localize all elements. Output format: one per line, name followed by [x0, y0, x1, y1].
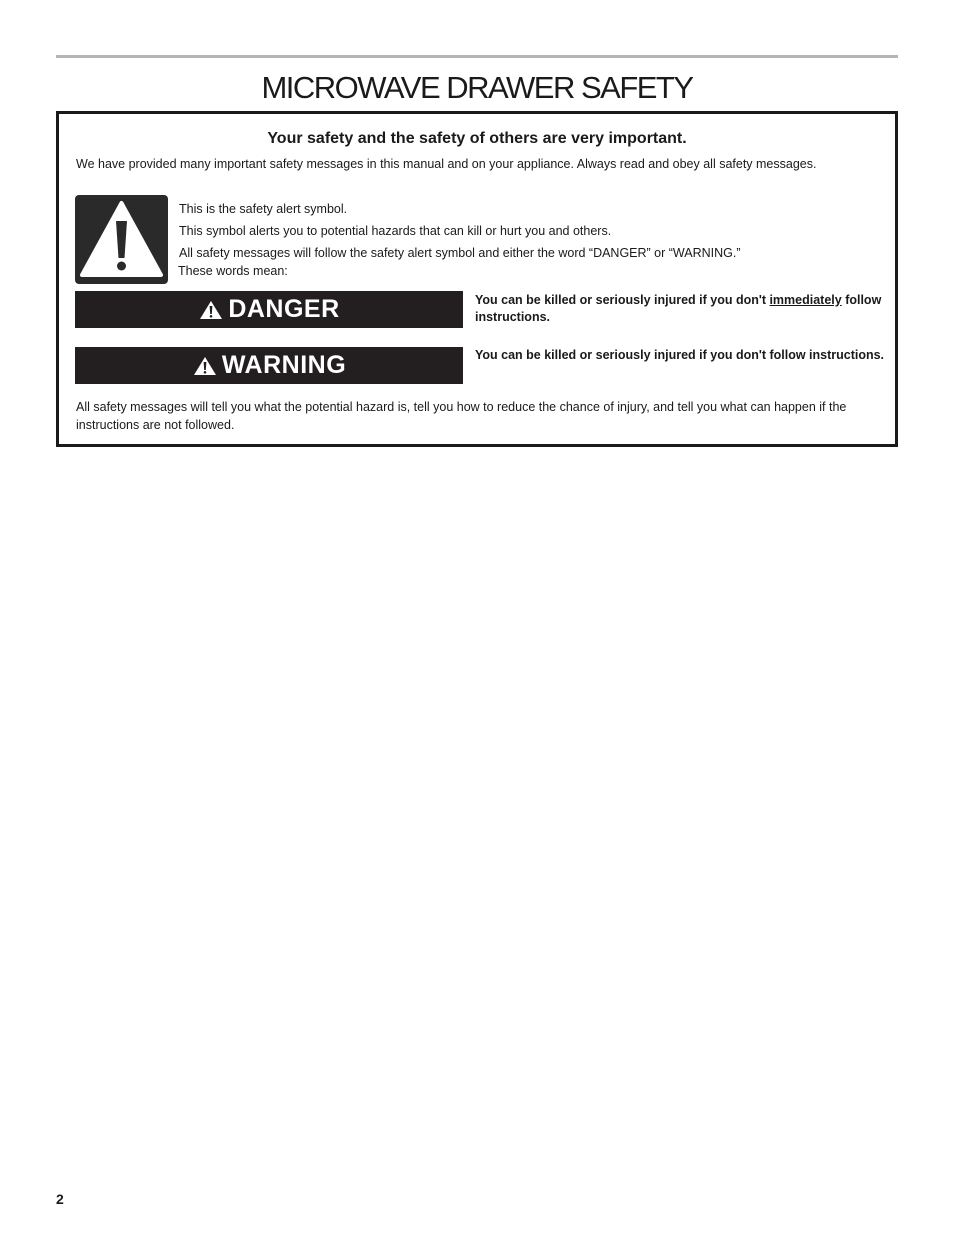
- safety-heading: Your safety and the safety of others are very important.: [267, 130, 687, 147]
- warning-signal-bar: [75, 347, 463, 384]
- symbol-line-1: This is the safety alert symbol.: [179, 202, 348, 216]
- page-title: MICROWAVE DRAWER SAFETY: [261, 70, 693, 105]
- symbol-line-3: All safety messages will follow the safety alert symbol and either the word “DANGER” or “WARNING.”: [179, 246, 741, 260]
- danger-desc-before: You can be killed or seriously injured if you don't: [475, 293, 770, 307]
- warning-triangle-icon: [198, 299, 224, 321]
- warning-word: WARNING: [221, 351, 347, 379]
- warning-triangle-icon: [192, 355, 218, 377]
- danger-word: DANGER: [228, 295, 340, 323]
- danger-desc-emphasis: immediately: [769, 293, 842, 307]
- danger-desc-after: follow instructions.: [475, 293, 882, 324]
- warning-description: You can be killed or seriously injured if you don't follow instructions.: [475, 348, 885, 362]
- top-rule: [56, 55, 898, 58]
- symbol-line-2: This symbol alerts you to potential hazards that can kill or hurt you and others.: [179, 224, 612, 238]
- page-number: 2: [56, 1191, 64, 1207]
- safety-alert-triangle-icon: [75, 195, 168, 284]
- safety-notice-box: [56, 111, 898, 447]
- safety-closing: All safety messages will tell you what the potential hazard is, tell you how to reduce the chance of injury, and tell you what can happen if the instructions are not followed.: [76, 400, 847, 432]
- danger-signal-bar: [75, 291, 463, 328]
- symbol-line-4: These words mean:: [178, 264, 288, 278]
- danger-description: [475, 292, 895, 326]
- safety-intro: We have provided many important safety messages in this manual and on your appliance. Always read and obey all safety messages.: [76, 157, 817, 171]
